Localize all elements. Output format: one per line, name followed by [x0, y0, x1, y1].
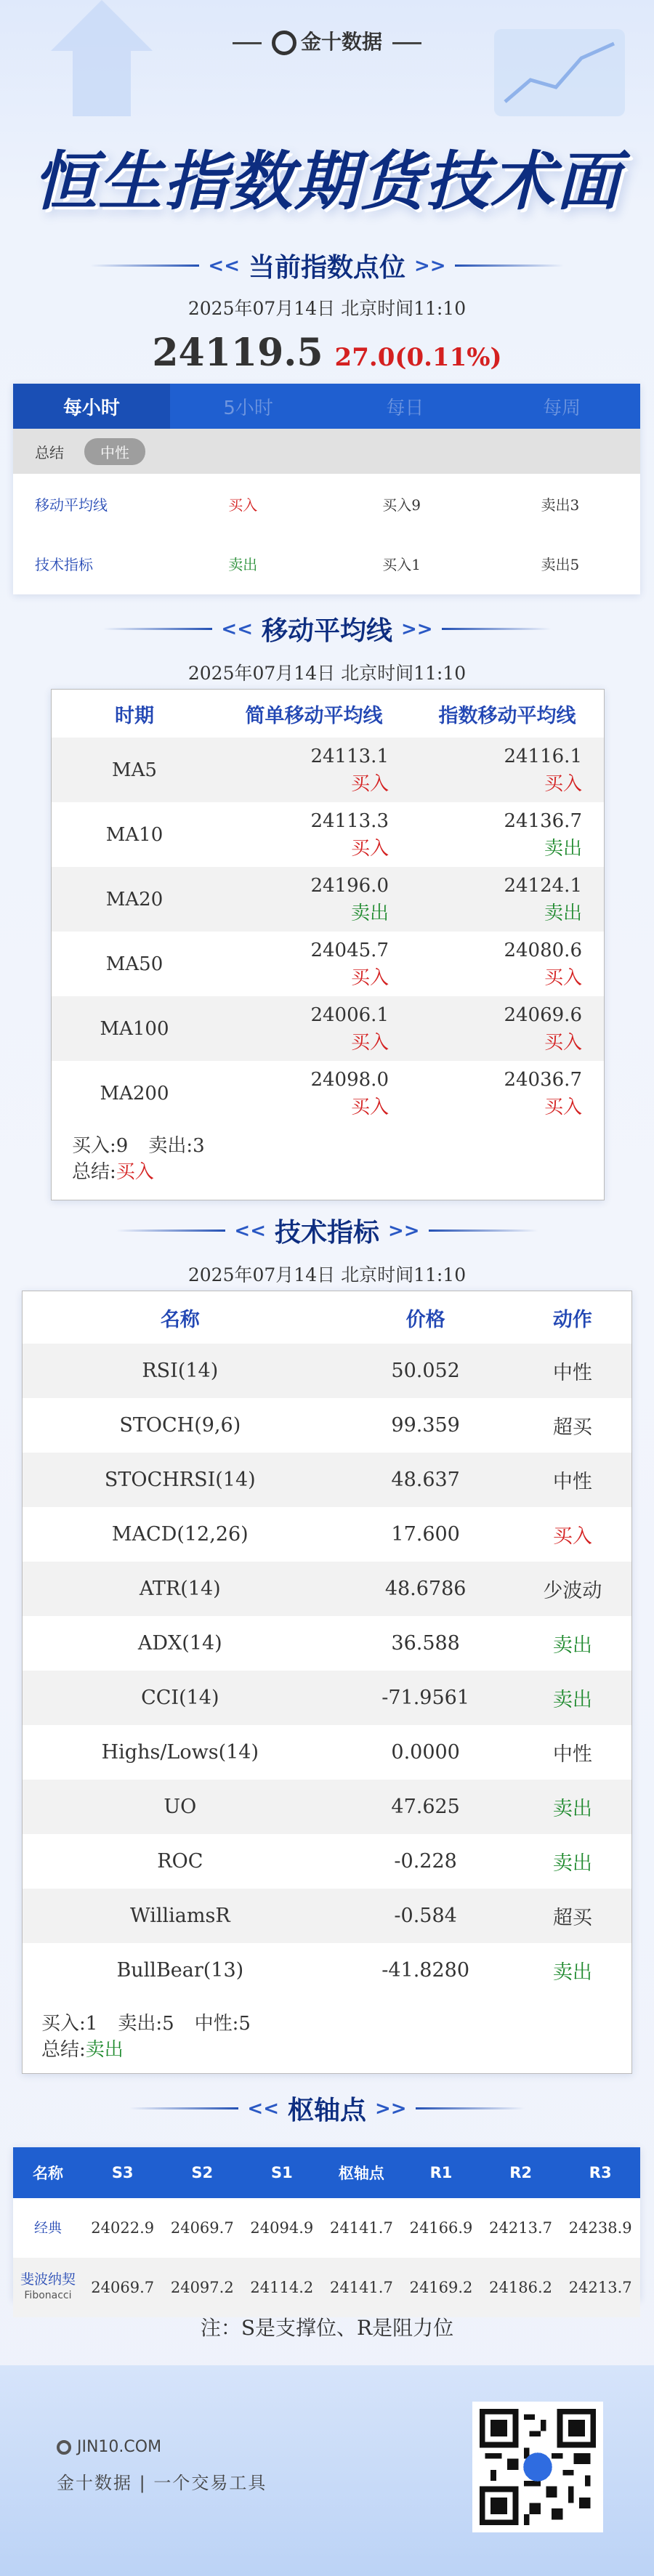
col-header: R2 [481, 2147, 561, 2198]
table-row: 斐波纳契 Fibonacci 24069.7 24097.2 24114.2 24141.7 24169.2 24186.2 24213.7 [13, 2258, 640, 2317]
table-row: CCI(14) -71.9561 卖出 [23, 1671, 631, 1725]
table-row: MA20 24196.0 卖出 24124.1 卖出 [52, 867, 604, 932]
ti-date: 2025年07月14日 北京时间11:10 [187, 1264, 467, 1285]
table-row: MA10 24113.3 买入 24136.7 卖出 [105, 809, 582, 860]
table-row: ROC -0.228 卖出 [157, 1850, 592, 1875]
page-title: 恒生指数期货技术面 [32, 144, 621, 219]
row-buy-count: 买入1 [382, 555, 421, 573]
period-tabs [13, 384, 640, 429]
col-header: 名称 [160, 1308, 200, 1331]
table-row: 经典 24022.9 24069.7 24094.9 24141.7 24166.9 24213.7 24238.9 [33, 2219, 632, 2237]
table-row: MACD(12,26) 17.600 买入 [111, 1523, 592, 1548]
table-row: MA5 24113.1 买入 24116.1 买入 [52, 738, 604, 802]
row-signal: 卖出 [228, 555, 258, 573]
col-header: S3 [83, 2147, 163, 2198]
row-sell-count: 卖出3 [541, 496, 580, 514]
summary-card [13, 384, 640, 594]
price-change: 27.0(0.11%) [334, 343, 502, 372]
jin10-logo-icon [272, 31, 296, 55]
table-row: UO 47.625 卖出 [23, 1780, 631, 1834]
current-price: 24119.5 [152, 331, 323, 375]
ti-neutral-count: 中性:5 [194, 2013, 251, 2035]
ma-summary-value: 买入 [116, 1161, 154, 1183]
ma-buy-count: 买入:9 [72, 1135, 129, 1157]
col-header: 动作 [552, 1308, 592, 1331]
ma-date: 2025年07月14日 北京时间11:10 [187, 663, 467, 684]
ti-summary-label: 总结: [41, 2039, 86, 2061]
price-row [0, 331, 654, 375]
section-header-ma: << 移动平均线 >> [0, 610, 654, 647]
qr-code[interactable] [472, 2402, 603, 2532]
pivot-card [13, 2147, 640, 2300]
ma-table [52, 690, 604, 1126]
row-label: 技术指标 [35, 555, 93, 573]
row-signal: 买入 [228, 496, 258, 514]
table-row: Highs/Lows(14) 0.0000 中性 [101, 1741, 592, 1766]
ma-footer [72, 1133, 205, 1185]
table-row: BullBear(13) -41.8280 卖出 [116, 1959, 592, 1984]
summary-row [13, 429, 640, 474]
footer [0, 2365, 654, 2576]
pivot-table [13, 2147, 640, 2317]
summary-label: 总结 [35, 443, 64, 461]
footer-slogan: 金十数据 | 一个交易工具 [57, 2473, 267, 2493]
col-header: 枢轴点 [322, 2147, 402, 2198]
brand-header [0, 26, 654, 55]
row-label: 移动平均线 [35, 496, 108, 514]
col-header: 时期 [115, 704, 154, 727]
col-header: R3 [560, 2147, 640, 2198]
col-header: 简单移动平均线 [245, 704, 383, 727]
section-header-pivot: << 枢轴点 >> [0, 2090, 654, 2127]
ma-summary-label: 总结: [72, 1161, 116, 1183]
ma-sell-count: 卖出:3 [148, 1135, 205, 1157]
table-row: RSI(14) 50.052 中性 [23, 1344, 631, 1398]
table-row: MA100 24006.1 买入 24069.6 买入 [52, 996, 604, 1061]
table-row: STOCH(9,6) 99.359 超买 [119, 1414, 592, 1439]
ti-buy-count: 买入:1 [41, 2013, 98, 2035]
tab-5hour[interactable]: 5小时 [223, 397, 273, 419]
ti-summary-value: 卖出 [85, 2039, 124, 2061]
ti-table [23, 1291, 631, 1998]
tab-weekly[interactable]: 每周 [543, 397, 581, 419]
table-row: MA50 24045.7 买入 24080.6 买入 [105, 939, 582, 989]
ti-footer [41, 2011, 251, 2063]
rising-arrow-decoration [44, 0, 160, 116]
table-row: ADX(14) 36.588 卖出 [137, 1632, 592, 1657]
tab-hourly[interactable]: 每小时 [13, 384, 170, 429]
ti-sell-count: 卖出:5 [118, 2013, 174, 2035]
summary-badge: 中性 [84, 438, 145, 465]
row-sell-count: 卖出5 [541, 555, 580, 573]
current-date: 2025年07月14日 北京时间11:10 [187, 298, 467, 319]
table-row: WilliamsR -0.584 超买 [23, 1889, 631, 1943]
col-header: R1 [401, 2147, 481, 2198]
jin10-logo-icon [57, 2440, 71, 2455]
section-header-current: << 当前指数点位 >> [0, 247, 654, 284]
col-header: S1 [242, 2147, 322, 2198]
ma-card [51, 689, 605, 1200]
row-buy-count: 买入9 [382, 496, 421, 514]
table-row: STOCHRSI(14) 48.637 中性 [23, 1453, 631, 1507]
col-header: 价格 [405, 1308, 445, 1331]
col-header: 名称 [13, 2147, 83, 2198]
pivot-note: 注：S是支撑位、R是阻力位 [200, 2316, 454, 2340]
tab-daily[interactable]: 每日 [386, 397, 424, 419]
ti-card [22, 1291, 632, 2074]
section-header-ti: << 技术指标 >> [0, 1212, 654, 1249]
col-header: S2 [162, 2147, 242, 2198]
col-header: 指数移动平均线 [438, 704, 576, 727]
table-row: ATR(14) 48.6786 少波动 [23, 1562, 631, 1616]
footer-site: JIN10.COM [57, 2438, 161, 2456]
table-row: MA200 24098.0 买入 24036.7 买入 [100, 1068, 582, 1118]
summary-row-ti [13, 533, 640, 593]
brand-name: 金十数据 [300, 30, 382, 54]
summary-row-ma [13, 474, 640, 533]
